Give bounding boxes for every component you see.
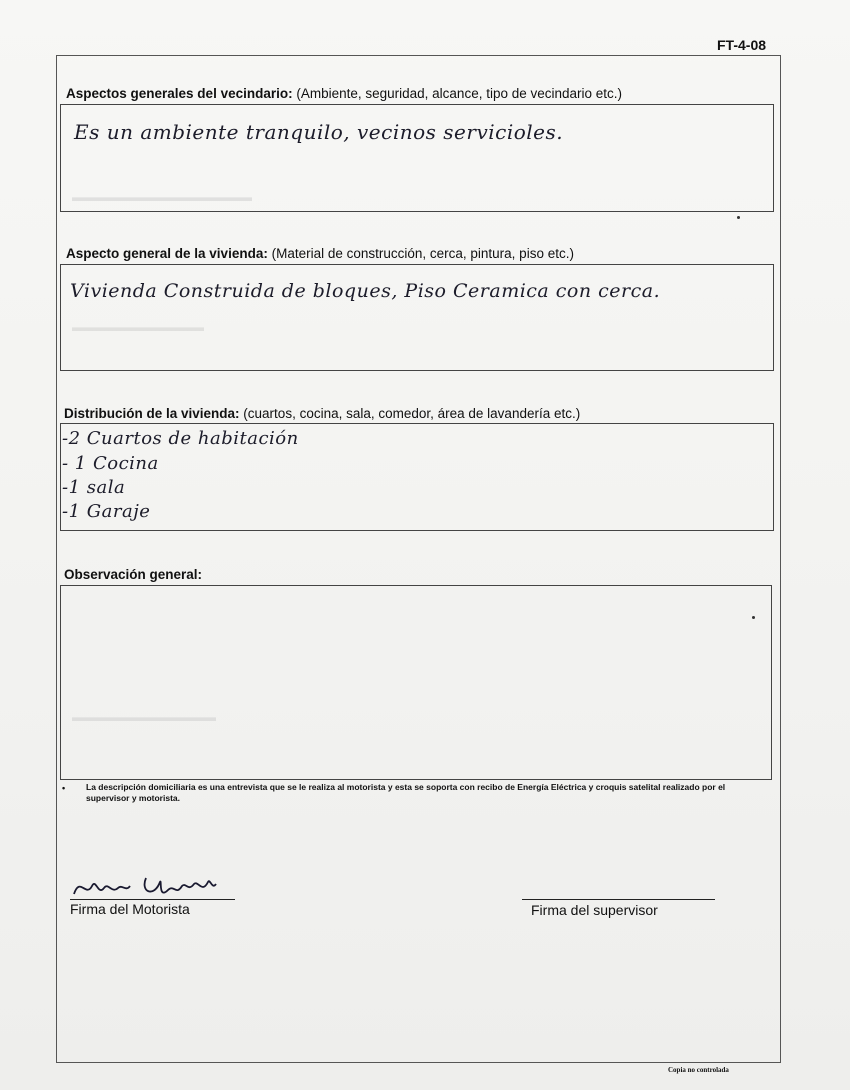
motorista-signature-line xyxy=(70,899,235,900)
ink-dot xyxy=(752,616,755,619)
neighborhood-text: Es un ambiente tranquilo, vecinos servicioles. xyxy=(74,120,564,144)
section-title-neighborhood: Aspectos generales del vecindario: (Ambiente, seguridad, alcance, tipo de vecindario etc.) xyxy=(66,86,623,101)
housing-text: Vivienda Construida de bloques, Piso Ceramica con cerca. xyxy=(70,280,661,302)
section-title-housing: Aspecto general de la vivienda: (Material de construcción, cerca, pintura, piso etc.) xyxy=(66,246,574,261)
supervisor-signature-line xyxy=(522,899,715,900)
section-title-observation: Observación general: xyxy=(64,567,203,582)
distribution-line: -1 sala xyxy=(62,477,126,498)
form-code: FT-4-08 xyxy=(717,37,767,53)
motorista-signature-label: Firma del Motorista xyxy=(70,901,190,917)
ink-dot xyxy=(737,216,740,219)
section-title-distribution: Distribución de la vivienda: (cuartos, cocina, sala, comedor, área de lavandería etc.) xyxy=(64,406,581,421)
note-bullet: • xyxy=(62,783,66,793)
distribution-line: - 1 Cocina xyxy=(62,453,159,474)
observation-box xyxy=(60,585,772,780)
bleed-through-text: ▬▬▬▬▬▬▬▬▬▬▬▬ xyxy=(72,710,216,724)
bleed-through-text: ▬▬▬▬▬▬▬▬▬▬▬▬▬▬▬ xyxy=(72,190,252,204)
distribution-line: -2 Cuartos de habitación xyxy=(62,428,299,449)
copy-label: Copia no controlada xyxy=(668,1066,729,1074)
note-text: La descripción domiciliaria es una entrevista que se le realiza al motorista y esta se soporta con recibo de Energía Eléctrica y croquis satelital realizado por el supervisor y motorista. xyxy=(86,782,726,803)
supervisor-signature-label: Firma del supervisor xyxy=(531,902,658,918)
distribution-line: -1 Garaje xyxy=(62,501,151,522)
bleed-through-text: ▬▬▬▬▬▬▬▬▬▬▬ xyxy=(72,320,204,334)
